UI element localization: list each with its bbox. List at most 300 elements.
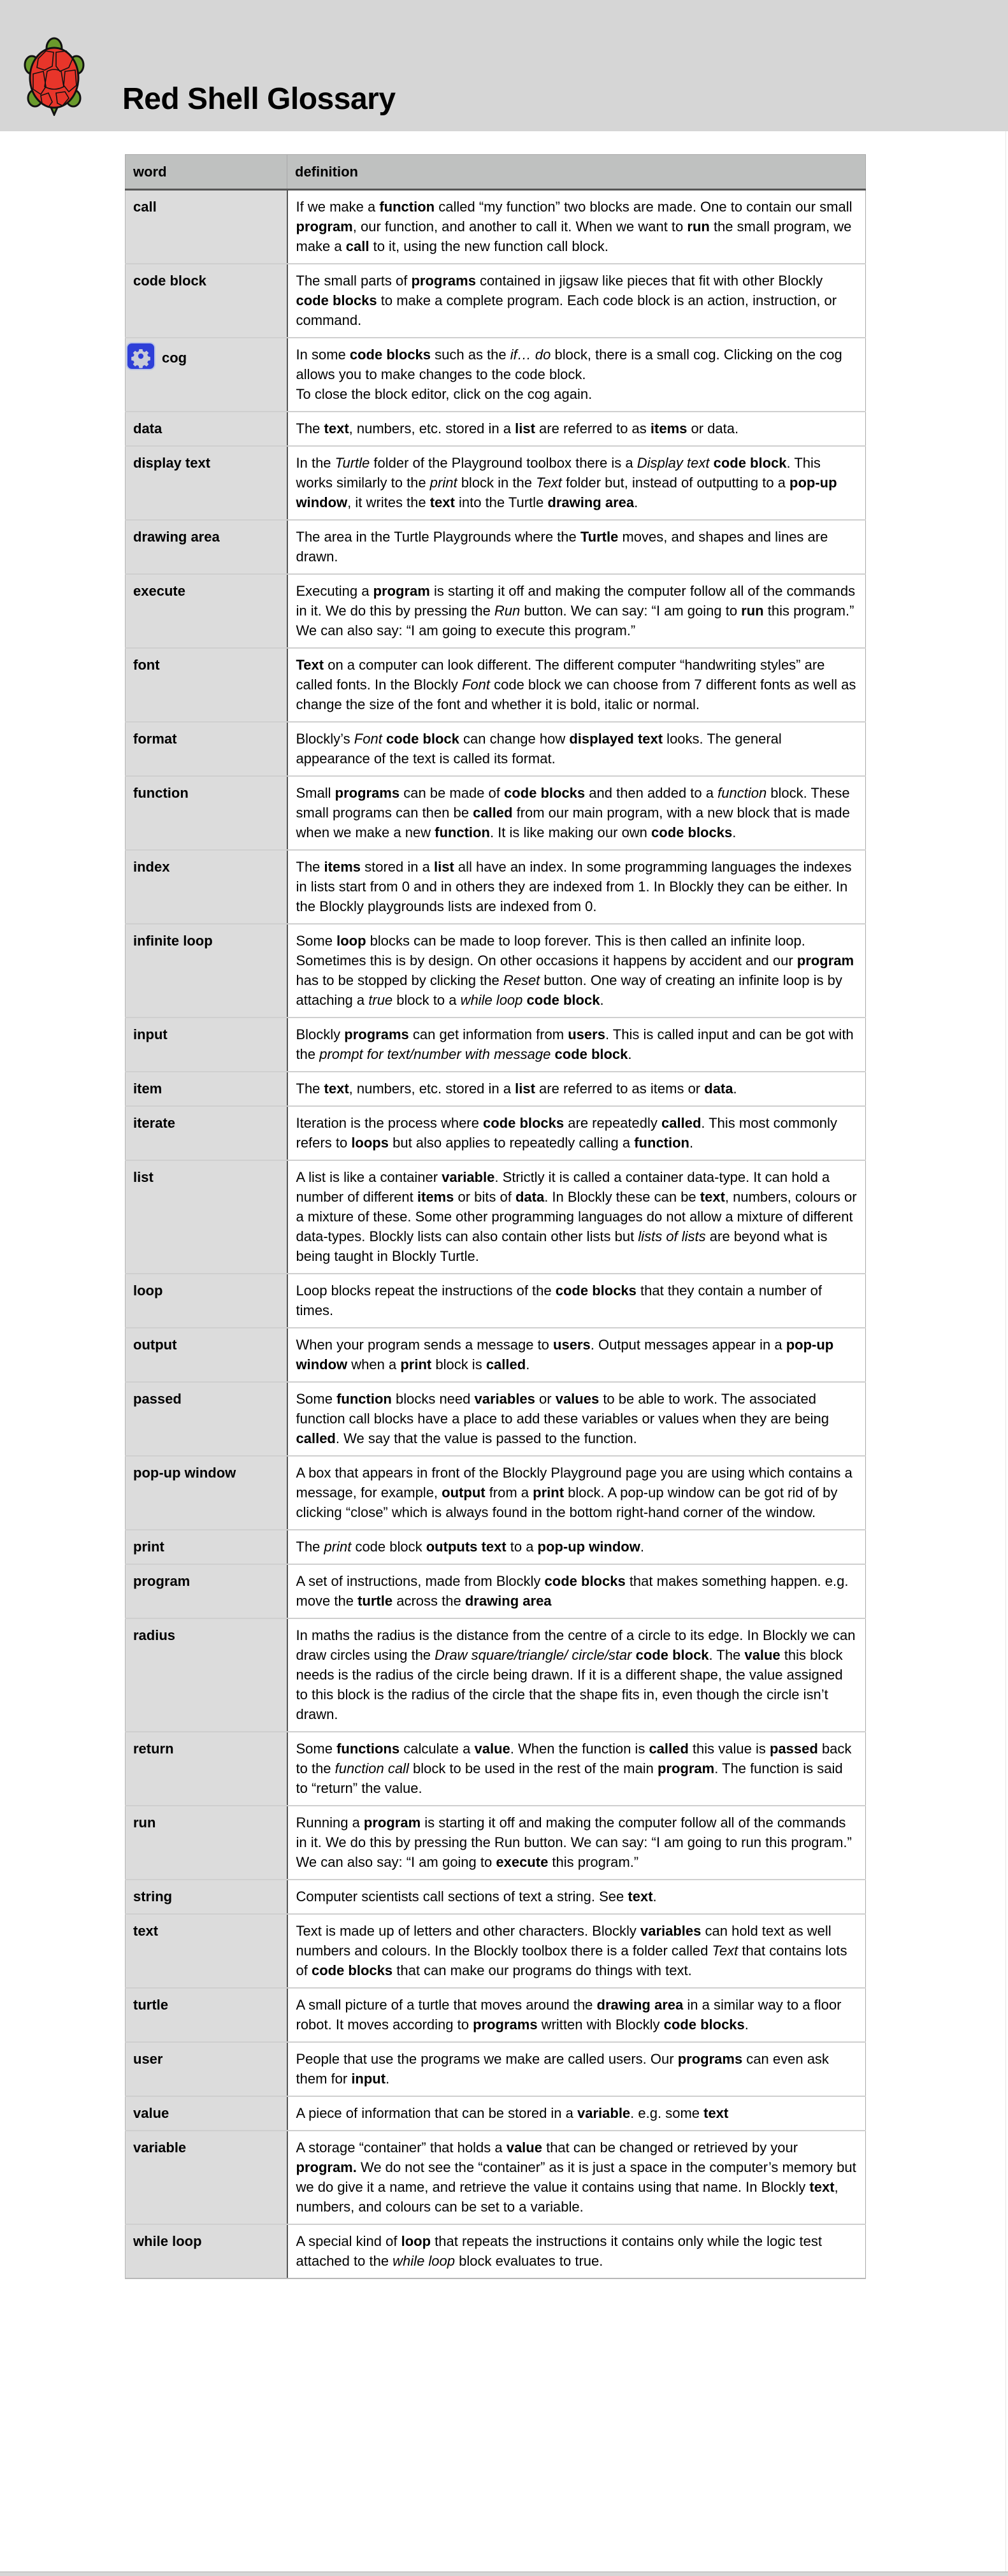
glossary-term-link: program — [796, 953, 854, 968]
glossary-term-link: text — [324, 1081, 349, 1097]
glossary-word-cell — [126, 338, 287, 412]
glossary-definition — [287, 2096, 866, 2131]
glossary-term-link: execute — [496, 1854, 549, 1870]
glossary-term-link: run — [741, 603, 764, 619]
glossary-term-link: program — [373, 583, 430, 599]
glossary-term-link: program — [363, 1815, 421, 1831]
glossary-word: item — [133, 1081, 162, 1097]
glossary-term-link: code blocks — [663, 2017, 745, 2033]
table-row — [126, 2042, 866, 2096]
definition-text: . — [385, 2071, 390, 2087]
definition-text: can change how — [459, 731, 570, 747]
definition-text: written with Blockly — [537, 2017, 664, 2033]
definition-text: block. A pop-up window can be got rid of by clicking “close” which is always found in the bottom right-hand corner of the window. — [296, 1485, 838, 1520]
glossary-word: infinite loop — [133, 933, 213, 949]
page-title: Red Shell Glossary — [122, 82, 396, 116]
table-row — [126, 1530, 866, 1564]
definition-text: , numbers, and colours can be set to a variable. — [296, 2179, 839, 2215]
definition-text: A small picture of a turtle that moves around the — [296, 1997, 597, 2013]
definition-text: A set of instructions, made from Blockly — [296, 1573, 545, 1589]
block-name: while loop — [392, 2253, 456, 2269]
definition-text: . When the function is — [510, 1741, 649, 1757]
table-row — [126, 1880, 866, 1914]
definition-text: . The function is said to “return” the value. — [296, 1760, 843, 1796]
glossary-definition — [287, 1880, 866, 1914]
glossary-word: pop-up window — [133, 1465, 236, 1481]
table-row — [126, 190, 866, 264]
glossary-word-cell — [126, 1018, 287, 1072]
glossary-term-link: function — [336, 1391, 392, 1407]
definition-text: block evaluates to true. — [455, 2253, 603, 2269]
glossary-word: display text — [133, 455, 211, 471]
block-name: print — [429, 475, 457, 491]
definition-text: In maths the radius is the distance from the centre of a circle to its edge. In Blockly we can draw circles using the — [296, 1627, 856, 1663]
table-row — [126, 1732, 866, 1806]
glossary-term-link: loop — [336, 933, 366, 949]
glossary-definition — [287, 446, 866, 520]
glossary-term-link: function — [379, 199, 435, 215]
definition-text: but also applies to repeatedly calling a — [388, 1135, 635, 1151]
glossary-word-cell — [126, 2042, 287, 2096]
glossary-term-link: called — [486, 1356, 526, 1372]
definition-text: has to be stopped by clicking the — [296, 972, 503, 988]
definition-text: A piece of information that can be stored in a — [296, 2105, 577, 2121]
glossary-word: passed — [133, 1391, 182, 1407]
definition-text: is starting it off and making the computer follow all of the commands in it. We do this by pressing the Run button. We can say: “I am going to run this program.” We can also say: “I am going to — [296, 1815, 852, 1870]
definition-text: folder of the Playground toolbox there is a — [370, 455, 637, 471]
definition-text: to it, using the new function call block. — [369, 238, 608, 254]
glossary-term-link: code blocks — [544, 1573, 626, 1589]
definition-text: back to the — [296, 1741, 852, 1776]
glossary-term-link: output — [442, 1485, 486, 1500]
glossary-term-link: print — [400, 1356, 432, 1372]
definition-text: code block we can choose from 7 different fonts as well as change the size of the font and whether it is bold, italic or normal. — [296, 677, 856, 712]
glossary-definition — [287, 1914, 866, 1988]
definition-text: To close the block editor, click on the cog again. — [296, 386, 593, 402]
table-row — [126, 1274, 866, 1328]
definition-text: button. One way of creating an infinite loop is by attaching a — [296, 972, 842, 1008]
glossary-word: radius — [133, 1627, 176, 1643]
glossary-definition — [287, 2131, 866, 2224]
definition-text: are repeatedly — [564, 1115, 662, 1131]
glossary-term-link: programs — [335, 785, 400, 801]
glossary-term-link: users — [553, 1337, 591, 1353]
block-name: Font — [354, 731, 382, 747]
definition-text: Some — [296, 1391, 337, 1407]
glossary-definition — [287, 1456, 866, 1530]
glossary-word-cell — [126, 1618, 287, 1732]
table-row — [126, 924, 866, 1018]
glossary-definition — [287, 1806, 866, 1880]
definition-text: moves, and shapes and lines are drawn. — [296, 529, 828, 565]
definition-text: Computer scientists call sections of text a string. See — [296, 1889, 628, 1904]
table-row — [126, 520, 866, 574]
table-row — [126, 648, 866, 722]
table-row — [126, 1914, 866, 1988]
glossary-term-link: called — [296, 1430, 336, 1446]
glossary-word: return — [133, 1741, 174, 1757]
definition-text: People that use the programs we make are called users. Our — [296, 2051, 678, 2067]
glossary-word: output — [133, 1337, 177, 1353]
glossary-term-link: code blocks — [651, 824, 733, 840]
definition-text: A box that appears in front of the Blockly Playground page you are using which contains a message, for example, — [296, 1465, 853, 1500]
glossary-word-cell — [126, 1160, 287, 1274]
table-row — [126, 776, 866, 850]
glossary-table — [125, 154, 866, 2279]
definition-text: in a similar way to a floor robot. It moves according to — [296, 1997, 842, 2033]
glossary-term-link: data — [515, 1189, 545, 1205]
glossary-definition — [287, 1618, 866, 1732]
table-row — [126, 2131, 866, 2224]
glossary-definition — [287, 924, 866, 1018]
definition-text: this program.” — [548, 1854, 639, 1870]
glossary-definition — [287, 2042, 866, 2096]
block-name: lists of lists — [638, 1228, 706, 1244]
block-name: Run — [494, 603, 521, 619]
table-row — [126, 446, 866, 520]
glossary-definition — [287, 1072, 866, 1106]
definition-text: stored in a — [361, 859, 434, 875]
glossary-word: text — [133, 1923, 159, 1939]
glossary-term-link: items — [324, 859, 361, 875]
glossary-word: list — [133, 1169, 154, 1185]
glossary-word-cell — [126, 190, 287, 264]
glossary-term-link: functions — [336, 1741, 400, 1757]
glossary-term-link: input — [351, 2071, 386, 2087]
definition-text: to be able to work. The associated function call blocks have a place to add these variables or values when they are being — [296, 1391, 830, 1427]
definition-text: . This works similarly to the — [296, 455, 821, 491]
glossary-term-link: drawing area — [464, 1593, 552, 1609]
definition-text: , numbers, etc. stored in a — [349, 421, 515, 436]
glossary-word-cell — [126, 2224, 287, 2278]
table-row — [126, 338, 866, 412]
definition-text: The small parts of — [296, 273, 412, 289]
definition-text: block is — [431, 1356, 486, 1372]
glossary-term-link: variable — [442, 1169, 495, 1185]
glossary-definition — [287, 1160, 866, 1274]
glossary-word: code block — [133, 273, 206, 289]
definition-text: . — [526, 1356, 530, 1372]
definition-text: Some — [296, 1741, 337, 1757]
definition-text: . The — [709, 1647, 745, 1663]
glossary-word: string — [133, 1889, 173, 1904]
definition-text: that can make our programs do things with text. — [392, 1962, 692, 1978]
definition-text: that repeats the instructions it contains only while the logic test attached to the — [296, 2233, 822, 2269]
definition-text: or bits of — [454, 1189, 515, 1205]
definition-text: or data. — [687, 421, 739, 436]
glossary-word-cell — [126, 2096, 287, 2131]
glossary-term-link: list — [433, 859, 454, 875]
definition-text: . Strictly it is called a container data-type. It can hold a number of different — [296, 1169, 830, 1205]
definition-text: block. These small programs can then be — [296, 785, 850, 821]
block-name: Turtle — [335, 455, 370, 471]
definition-text: can get information from — [408, 1026, 568, 1042]
table-row — [126, 850, 866, 924]
definition-text: Small — [296, 785, 335, 801]
glossary-word-cell — [126, 412, 287, 446]
glossary-word-cell — [126, 2131, 287, 2224]
block-name: Font — [461, 677, 490, 693]
glossary-word: drawing area — [133, 529, 220, 545]
glossary-definition — [287, 264, 866, 338]
definition-text: The — [296, 859, 324, 875]
definition-text: . This is called input and can be got with the — [296, 1026, 854, 1062]
glossary-word: function — [133, 785, 189, 801]
definition-text: . — [628, 1046, 632, 1062]
glossary-word: format — [133, 731, 177, 747]
glossary-term-link: function — [634, 1135, 689, 1151]
glossary-word: program — [133, 1573, 191, 1589]
glossary-term-link: data — [704, 1081, 733, 1097]
definition-text: such as the — [431, 347, 510, 363]
glossary-term-link: program — [296, 219, 353, 234]
table-row — [126, 264, 866, 338]
glossary-definition — [287, 1382, 866, 1456]
definition-text: from a — [485, 1485, 533, 1500]
glossary-term-link: value — [744, 1647, 781, 1663]
definition-text: . — [689, 1135, 694, 1151]
glossary-definition — [287, 338, 866, 412]
definition-text: the small program, we make a — [296, 219, 852, 254]
glossary-word: turtle — [133, 1997, 168, 2013]
definition-text: Blockly’s — [296, 731, 354, 747]
definition-text: The — [296, 1081, 324, 1097]
glossary-definition — [287, 1106, 866, 1160]
definition-text: . We say that the value is passed to the function. — [335, 1430, 637, 1446]
glossary-definition — [287, 412, 866, 446]
definition-text: blocks need — [391, 1391, 475, 1407]
glossary-word-cell — [126, 1988, 287, 2042]
glossary-word-cell — [126, 520, 287, 574]
table-row — [126, 2096, 866, 2131]
glossary-term-link: displayed text — [569, 731, 663, 747]
definition-text: block to a — [392, 992, 461, 1008]
glossary-definition — [287, 190, 866, 264]
definition-text: . This most commonly refers to — [296, 1115, 837, 1151]
glossary-term-link: loop — [401, 2233, 431, 2249]
definition-text: this value is — [688, 1741, 770, 1757]
definition-text: . — [652, 1889, 657, 1904]
glossary-term-link: pop-up window — [296, 1337, 834, 1372]
page-header — [0, 0, 1008, 131]
block-name: print — [324, 1539, 352, 1555]
glossary-word-cell — [126, 1328, 287, 1382]
definition-text: block in the — [457, 475, 536, 491]
glossary-definition — [287, 1988, 866, 2042]
definition-text: all have an index. In some programming languages the indexes in lists start from 0 and in others they are indexed from 1. In Blockly they can be either. In the Blockly playgrounds lists are indexed from 0. — [296, 859, 852, 914]
table-row — [126, 1806, 866, 1880]
glossary-definition — [287, 1274, 866, 1328]
definition-text: are referred to as items or — [535, 1081, 705, 1097]
definition-text: that can be changed or retrieved by your — [542, 2140, 798, 2155]
block-name: true — [368, 992, 393, 1008]
definition-text: on a computer can look different. The different computer “handwriting styles” are called fonts. In the Blockly — [296, 657, 825, 693]
table-header-row — [126, 155, 866, 190]
glossary-term-link: code blocks — [482, 1115, 565, 1131]
glossary-definition — [287, 776, 866, 850]
definition-text: The area in the Turtle Playgrounds where the — [296, 529, 580, 545]
block-name: Text — [536, 475, 562, 491]
glossary-term-link: passed — [769, 1741, 818, 1757]
glossary-term-link: items — [417, 1189, 454, 1205]
glossary-definition — [287, 574, 866, 648]
glossary-word: iterate — [133, 1115, 176, 1131]
block-name: prompt for text/number with message — [319, 1046, 551, 1062]
glossary-term-link: code block — [526, 992, 600, 1008]
definition-text: are beyond what is being taught in Blockly Turtle. — [296, 1228, 828, 1264]
definition-text: button. We can say: “I am going to — [520, 603, 742, 619]
definition-text: We do not see the “container” as it is just a space in the computer’s memory but we do give it a name, and retrieve the value it contains using that name. In Blockly — [296, 2159, 856, 2195]
glossary-word: call — [133, 199, 157, 215]
definition-text: Iteration is the process where — [296, 1115, 483, 1131]
glossary-term-link: code blocks — [555, 1283, 637, 1299]
glossary-term-link: text — [628, 1889, 653, 1904]
definition-text: . — [634, 494, 638, 510]
glossary-word-cell — [126, 1732, 287, 1806]
glossary-term-link: code blocks — [349, 347, 431, 363]
definition-text: calculate a — [400, 1741, 475, 1757]
glossary-word-cell — [126, 1564, 287, 1618]
glossary-term-link: variables — [474, 1391, 535, 1407]
glossary-word-cell — [126, 850, 287, 924]
glossary-body — [126, 190, 866, 2279]
column-header-definition: definition — [287, 155, 866, 190]
block-name: Text — [712, 1943, 738, 1959]
glossary-word-cell — [126, 776, 287, 850]
glossary-term-link: Turtle — [580, 529, 619, 545]
glossary-term-link: code block — [385, 731, 459, 747]
definition-text: that contains lots of — [296, 1943, 847, 1978]
glossary-definition — [287, 1018, 866, 1072]
glossary-definition — [287, 1732, 866, 1806]
glossary-term-link: programs — [473, 2017, 538, 2033]
glossary-word: data — [133, 421, 162, 436]
glossary-term-link: text — [703, 2105, 729, 2121]
definition-text: Text is made up of letters and other characters. Blockly — [296, 1923, 640, 1939]
glossary-term-link: items — [650, 421, 688, 436]
definition-text: that they contain a number of times. — [296, 1283, 822, 1318]
glossary-term-link: programs — [344, 1026, 409, 1042]
definition-text: . — [640, 1539, 644, 1555]
definition-text: A special kind of — [296, 2233, 401, 2249]
definition-text: . In Blockly these can be — [544, 1189, 700, 1205]
glossary-term-link: users — [568, 1026, 605, 1042]
block-name: Display text — [637, 455, 710, 471]
cog-icon — [127, 343, 154, 369]
glossary-definition — [287, 520, 866, 574]
table-row — [126, 1456, 866, 1530]
table-row — [126, 1564, 866, 1618]
block-name: if… do — [510, 347, 551, 363]
definition-text: Executing a — [296, 583, 373, 599]
definition-text: . It is like making our own — [489, 824, 652, 840]
glossary-word-cell — [126, 1106, 287, 1160]
definition-text: blocks can be made to loop forever. This is then called an infinite loop. Sometimes this is by design. On other occasions it happens by accident and our — [296, 933, 805, 968]
glossary-definition — [287, 850, 866, 924]
table-row — [126, 1618, 866, 1732]
glossary-word-cell — [126, 1880, 287, 1914]
definition-text: In some — [296, 347, 350, 363]
glossary-definition — [287, 1564, 866, 1618]
glossary-word-cell — [126, 1914, 287, 1988]
block-name: Draw square/triangle/ circle/star — [435, 1647, 632, 1663]
glossary-term-link: print — [533, 1485, 565, 1500]
definition-text: called “my function” two blocks are made. One to contain our small — [435, 199, 853, 215]
table-row — [126, 1018, 866, 1072]
table-row — [126, 1988, 866, 2042]
glossary-term-link: value — [506, 2140, 542, 2155]
definition-text: folder but, instead of outputting to a — [561, 475, 790, 491]
definition-text: block, there is a small cog. Clicking on the cog allows you to make changes to the code block. — [296, 347, 842, 382]
definition-text: If we make a — [296, 199, 380, 215]
table-row — [126, 574, 866, 648]
table-row — [126, 1072, 866, 1106]
block-name: while loop — [460, 992, 523, 1008]
glossary-word-cell — [126, 1530, 287, 1564]
glossary-term-link: pop-up window — [296, 475, 837, 510]
definition-text: When your program sends a message to — [296, 1337, 554, 1353]
glossary-definition — [287, 2224, 866, 2278]
definition-text: . — [600, 992, 604, 1008]
glossary-word-cell — [126, 574, 287, 648]
definition-text: . — [744, 2017, 749, 2033]
glossary-word: cog — [162, 349, 187, 366]
definition-text: that makes something happen. e.g. move the — [296, 1573, 849, 1609]
definition-text: from our main program, with a new block that is made when we make a new — [296, 805, 850, 840]
glossary-word-cell — [126, 722, 287, 776]
definition-text: into the Turtle — [454, 494, 548, 510]
glossary-term-link: list — [515, 421, 535, 436]
table-row — [126, 1328, 866, 1382]
block-name: function call — [335, 1760, 409, 1776]
glossary-term-link: function — [435, 824, 490, 840]
definition-text: The — [296, 421, 324, 436]
definition-text: when a — [347, 1356, 401, 1372]
definition-text: . Output messages appear in a — [590, 1337, 786, 1353]
definition-text: Blockly — [296, 1026, 345, 1042]
glossary-term-link: code blocks — [296, 292, 377, 308]
definition-text: Running a — [296, 1815, 364, 1831]
glossary-term-link: code blocks — [504, 785, 586, 801]
definition-text: . — [733, 1081, 737, 1097]
column-header-word: word — [126, 155, 287, 190]
table-row — [126, 1160, 866, 1274]
glossary-word-cell — [126, 1274, 287, 1328]
definition-text: code block — [351, 1539, 426, 1555]
glossary-term-link: text — [324, 421, 349, 436]
definition-text: can be made of — [400, 785, 504, 801]
definition-text: is starting it off and making the computer follow all of the commands in it. We do this by pressing the — [296, 583, 856, 619]
glossary-term-link: text — [809, 2179, 835, 2195]
glossary-term-link: text — [429, 494, 455, 510]
definition-text: or — [535, 1391, 556, 1407]
glossary-word-cell — [126, 1806, 287, 1880]
red-shell-turtle-icon — [19, 34, 89, 116]
glossary-word: while loop — [133, 2233, 202, 2249]
glossary-term-link: run — [687, 219, 710, 234]
glossary-term-link: code block — [554, 1046, 628, 1062]
definition-text: , it writes the — [347, 494, 430, 510]
glossary-definition — [287, 1530, 866, 1564]
glossary-term-link: text — [700, 1189, 725, 1205]
definition-text: . e.g. some — [630, 2105, 704, 2121]
table-row — [126, 722, 866, 776]
definition-text: looks. The general appearance of the text is called its format. — [296, 731, 782, 766]
definition-text: to make a complete program. Each code block is an action, instruction, or command. — [296, 292, 837, 328]
block-name: function — [717, 785, 767, 801]
table-row — [126, 2224, 866, 2278]
definition-text: block to be used in the rest of the main — [408, 1760, 658, 1776]
